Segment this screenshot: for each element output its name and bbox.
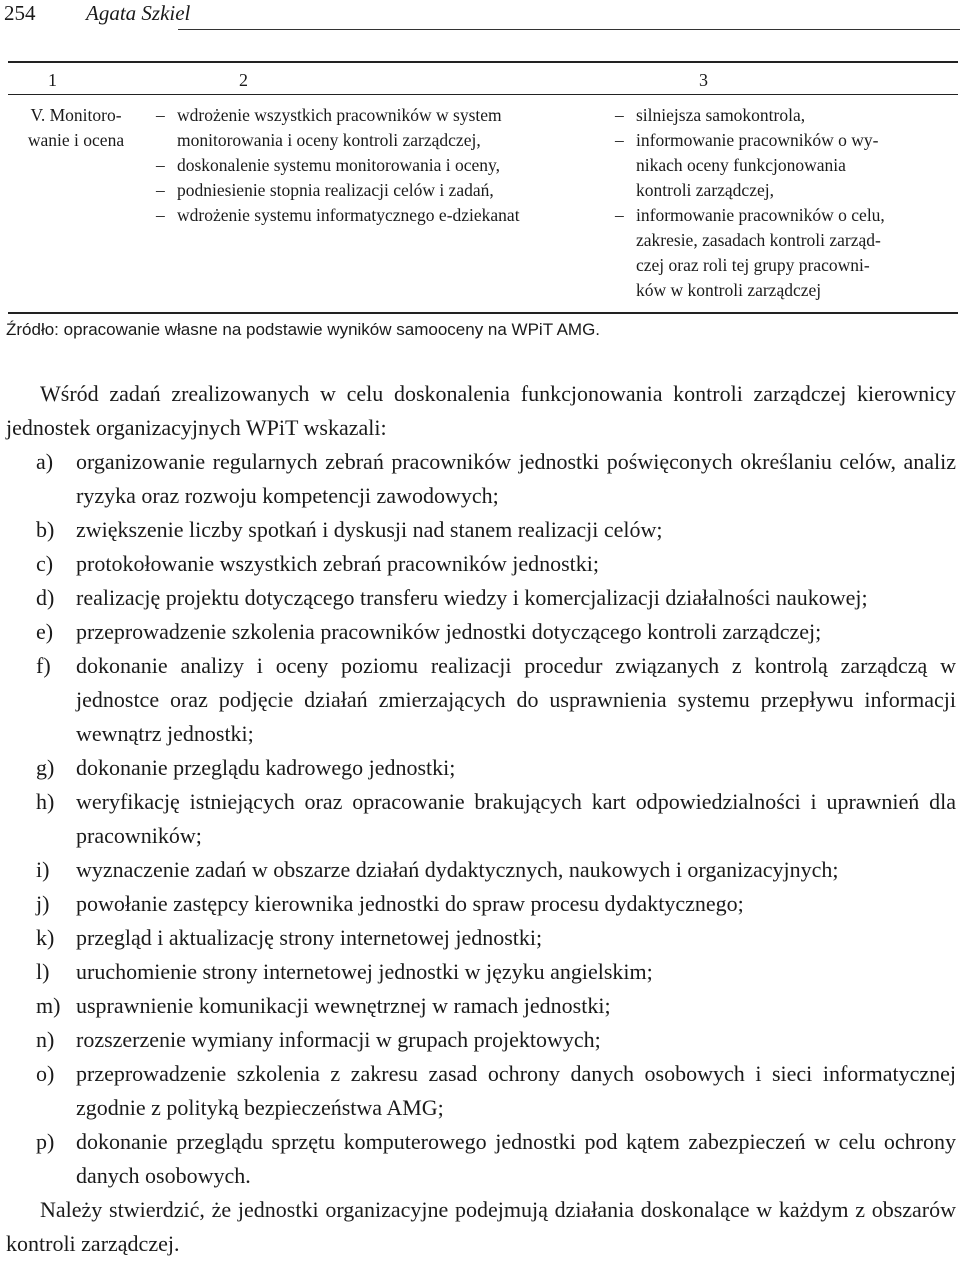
list-item-marker: k) <box>36 925 55 950</box>
cell-line: – informowanie pracowników o wy- <box>615 128 960 153</box>
cell-line: ków w kontroli zarządczej <box>636 280 822 300</box>
list-item-text: dokonanie przeglądu kadrowego jednostki; <box>76 755 456 780</box>
list-item-text: dokonanie przeglądu sprzętu komputerowego jednostki pod kątem zabezpieczeń w celu ochrony danych osobowych. <box>76 1129 956 1188</box>
list-item-text: organizowanie regularnych zebrań pracowników jednostki poświęconych określaniu celów, analiz ryzyka oraz rozwoju kompetencji zawodowych; <box>76 449 956 508</box>
column-number-1: 1 <box>48 70 57 90</box>
running-author: Agata Szkiel <box>86 1 191 25</box>
cell-line: czej oraz roli tej grupy pracowni- <box>636 255 870 275</box>
list-item-text: powołanie zastępcy kierownika jednostki do spraw procesu dydaktycznego; <box>76 891 744 916</box>
list-item-marker: i) <box>36 857 50 882</box>
list-item-marker: g) <box>36 755 55 780</box>
list-item-text: weryfikację istniejących oraz opracowanie brakujących kart odpowiedzialności i uprawnień dla pracowników; <box>76 789 956 848</box>
intro-paragraph: Wśród zadań zrealizowanych w celu doskonalenia funkcjonowania kontroli zarządczej kierownicy jednostek organizacyjnych WPiT wskazali: <box>6 381 956 440</box>
list-item-text: usprawnienie komunikacji wewnętrznej w ramach jednostki; <box>76 993 611 1018</box>
table <box>8 61 958 314</box>
closing-paragraph: Należy stwierdzić, że jednostki organizacyjne podejmują działania doskonalące w każdym z obszarów kontroli zarządczej. <box>6 1197 956 1256</box>
list-item <box>6 887 956 921</box>
list-item-marker: p) <box>36 1129 55 1154</box>
list-item-marker: b) <box>36 517 55 542</box>
cell-line: – informowanie pracowników o celu, <box>615 203 960 228</box>
list-item-marker: m) <box>36 993 61 1018</box>
stage-label-line: wanie i ocena <box>27 130 125 150</box>
list-item-marker: o) <box>36 1061 55 1086</box>
list-item-marker: c) <box>36 551 54 576</box>
cell-line: kontroli zarządczej, <box>636 180 774 200</box>
list-item-marker: a) <box>36 449 54 474</box>
cell-line: – podniesienie stopnia realizacji celów i zadań, <box>156 178 596 203</box>
list-item-text: realizację projektu dotyczącego transferu wiedzy i komercjalizacji działalności naukowej; <box>76 585 868 610</box>
cell-line: – doskonalenie systemu monitorowania i oceny, <box>156 153 596 178</box>
table-source-note: Źródło: opracowanie własne na podstawie wyników samooceny na WPiT AMG. <box>6 320 601 339</box>
table-cell-actions <box>156 103 596 228</box>
list-item <box>6 547 956 581</box>
list-item <box>6 445 956 513</box>
list-item <box>6 921 956 955</box>
list-item <box>6 1023 956 1057</box>
list-item <box>6 615 956 649</box>
column-number-2: 2 <box>239 70 248 90</box>
list-item <box>6 1057 956 1125</box>
list-item <box>6 955 956 989</box>
table-header-rule <box>8 94 958 95</box>
table-bottom-rule <box>8 312 958 314</box>
list-item-text: przeprowadzenie szkolenia z zakresu zasad ochrony danych osobowych i sieci informatycznej zgodnie z polityką bezpieczeństwa AMG; <box>76 1061 956 1120</box>
cell-line: – wdrożenie systemu informatycznego e-dziekanat <box>156 203 596 228</box>
list-item <box>6 581 956 615</box>
list-item-text: przeprowadzenie szkolenia pracowników jednostki dotyczącego kontroli zarządczej; <box>76 619 822 644</box>
column-number-3: 3 <box>699 70 708 90</box>
list-item-text: wyznaczenie zadań w obszarze działań dydaktycznych, naukowych i organizacyjnych; <box>76 857 839 882</box>
cell-line: – silniejsza samokontrola, <box>615 103 960 128</box>
list-item-text: zwiększenie liczby spotkań i dyskusji nad stanem realizacji celów; <box>76 517 663 542</box>
list-item <box>6 989 956 1023</box>
list-item-marker: h) <box>36 789 55 814</box>
list-item-text: rozszerzenie wymiany informacji w grupach projektowych; <box>76 1027 601 1052</box>
cell-line: – wdrożenie wszystkich pracowników w system <box>156 103 596 128</box>
list-item-marker: l) <box>36 959 50 984</box>
list-item-text: przegląd i aktualizację strony internetowej jednostki; <box>76 925 543 950</box>
list-item <box>6 785 956 853</box>
cell-line: monitorowania i oceny kontroli zarządczej, <box>177 130 481 150</box>
cell-line: zakresie, zasadach kontroli zarząd- <box>636 230 881 250</box>
list-item-marker: j) <box>36 891 50 916</box>
stage-label-line: V. Monitoro- <box>30 105 122 125</box>
list-item-text: uruchomienie strony internetowej jednostki w języku angielskim; <box>76 959 653 984</box>
list-item <box>6 751 956 785</box>
list-item-text: protokołowanie wszystkich zebrań pracowników jednostki; <box>76 551 599 576</box>
running-header <box>0 0 960 30</box>
table-top-rule <box>8 61 958 63</box>
body-text <box>6 377 956 1261</box>
table-cell-effects <box>615 103 960 303</box>
list-item-marker: n) <box>36 1027 55 1052</box>
task-list <box>6 445 956 1193</box>
list-item-marker: f) <box>36 653 51 678</box>
cell-line: nikach oceny funkcjonowania <box>636 155 846 175</box>
list-item-marker: d) <box>36 585 55 610</box>
table-cell-stage <box>11 103 141 153</box>
list-item <box>6 1125 956 1193</box>
header-rule <box>178 29 960 30</box>
list-item-marker: e) <box>36 619 54 644</box>
list-item <box>6 649 956 751</box>
list-item-text: dokonanie analizy i oceny poziomu realizacji procedur związanych z kontrolą zarządczą w jednostce oraz podjęcie działań zmierzających do usprawnienia systemu przepływu informacji wewnątrz jednostki; <box>76 653 956 746</box>
page-number: 254 <box>4 1 36 25</box>
list-item <box>6 853 956 887</box>
list-item <box>6 513 956 547</box>
